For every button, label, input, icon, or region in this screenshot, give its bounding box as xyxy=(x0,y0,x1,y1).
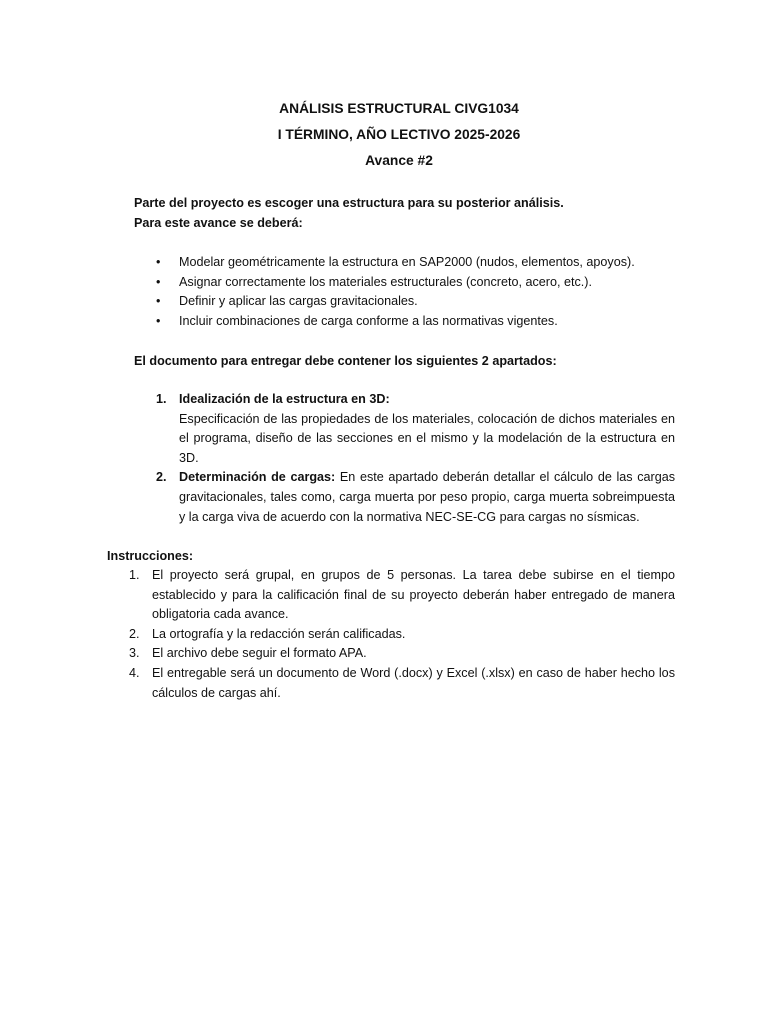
bullet-item xyxy=(134,292,694,312)
bullet-text: Asignar correctamente los materiales estructurales (concreto, acero, etc.). xyxy=(179,274,592,289)
section-text: En este apartado deberán detallar el cálculo de las cargas gravitacionales, tales como, carga muerta por peso propio, carga muerta sobreimpuesta y la carga viva de acuerdo con la normativa NEC-SE-CG para cargas no sísmicas. xyxy=(179,470,675,524)
bullet-text: Modelar geométricamente la estructura en SAP2000 (nudos, elementos, apoyos). xyxy=(179,255,635,269)
intro-line-1: Parte del proyecto es escoger una estructura para su posterior análisis. xyxy=(134,196,564,210)
section-item xyxy=(134,468,675,527)
instruction-item xyxy=(107,625,675,645)
bullet-item xyxy=(134,273,694,293)
bullet-text: Definir y aplicar las cargas gravitacionales. xyxy=(179,294,418,309)
section-number: 2. xyxy=(156,470,167,485)
section-item xyxy=(134,390,675,468)
term-title: I TÉRMINO, AÑO LECTIVO 2025-2026 xyxy=(277,127,521,142)
task-bullet-list xyxy=(134,253,694,331)
section-number: 1. xyxy=(156,392,167,406)
instruction-item xyxy=(107,644,675,664)
section-text: Especificación de las propiedades de los materiales, colocación de dichos materiales en el programa, diseño de las secciones en el mismo y la modelación de la estructura en 3D. xyxy=(179,411,675,465)
instruction-number: 3. xyxy=(129,646,140,661)
section-title: Idealización de la estructura en 3D: xyxy=(179,392,390,406)
bullet-icon: • xyxy=(156,274,161,289)
assignment-title: Avance #2 xyxy=(365,153,433,168)
instructions-list xyxy=(107,566,675,703)
intro-line-2: Para este avance se deberá: xyxy=(134,215,303,230)
instruction-number: 1. xyxy=(129,568,140,582)
bullet-icon: • xyxy=(156,255,161,269)
instruction-text: La ortografía y la redacción serán calificadas. xyxy=(152,626,406,641)
instruction-text: El entregable será un documento de Word (.docx) y Excel (.xlsx) en caso de haber hecho los cálculos de cargas ahí. xyxy=(152,665,675,700)
bullet-text: Incluir combinaciones de carga conforme a las normativas vigentes. xyxy=(179,313,558,328)
deliverable-section-list xyxy=(134,390,675,527)
bullet-item xyxy=(134,253,694,273)
intro-paragraph xyxy=(134,194,564,233)
instruction-number: 4. xyxy=(129,665,140,680)
instructions-heading: Instrucciones: xyxy=(107,549,194,563)
bullet-icon: • xyxy=(156,294,161,309)
section-title: Determinación de cargas: xyxy=(179,470,336,485)
instruction-item xyxy=(107,566,675,625)
course-title: ANÁLISIS ESTRUCTURAL CIVG1034 xyxy=(279,101,519,116)
bullet-item xyxy=(134,312,694,332)
instruction-item xyxy=(107,664,675,703)
bullet-icon: • xyxy=(156,313,161,328)
instruction-text: El proyecto será grupal, en grupos de 5 personas. La tarea debe subirse en el tiempo establecido y para la calificación final de su proyecto deberán haber entregado de manera obligatoria cada avance. xyxy=(152,568,675,622)
deliverable-heading: El documento para entregar debe contener los siguientes 2 apartados: xyxy=(134,354,557,368)
instruction-number: 2. xyxy=(129,626,140,641)
instruction-text: El archivo debe seguir el formato APA. xyxy=(152,646,367,661)
